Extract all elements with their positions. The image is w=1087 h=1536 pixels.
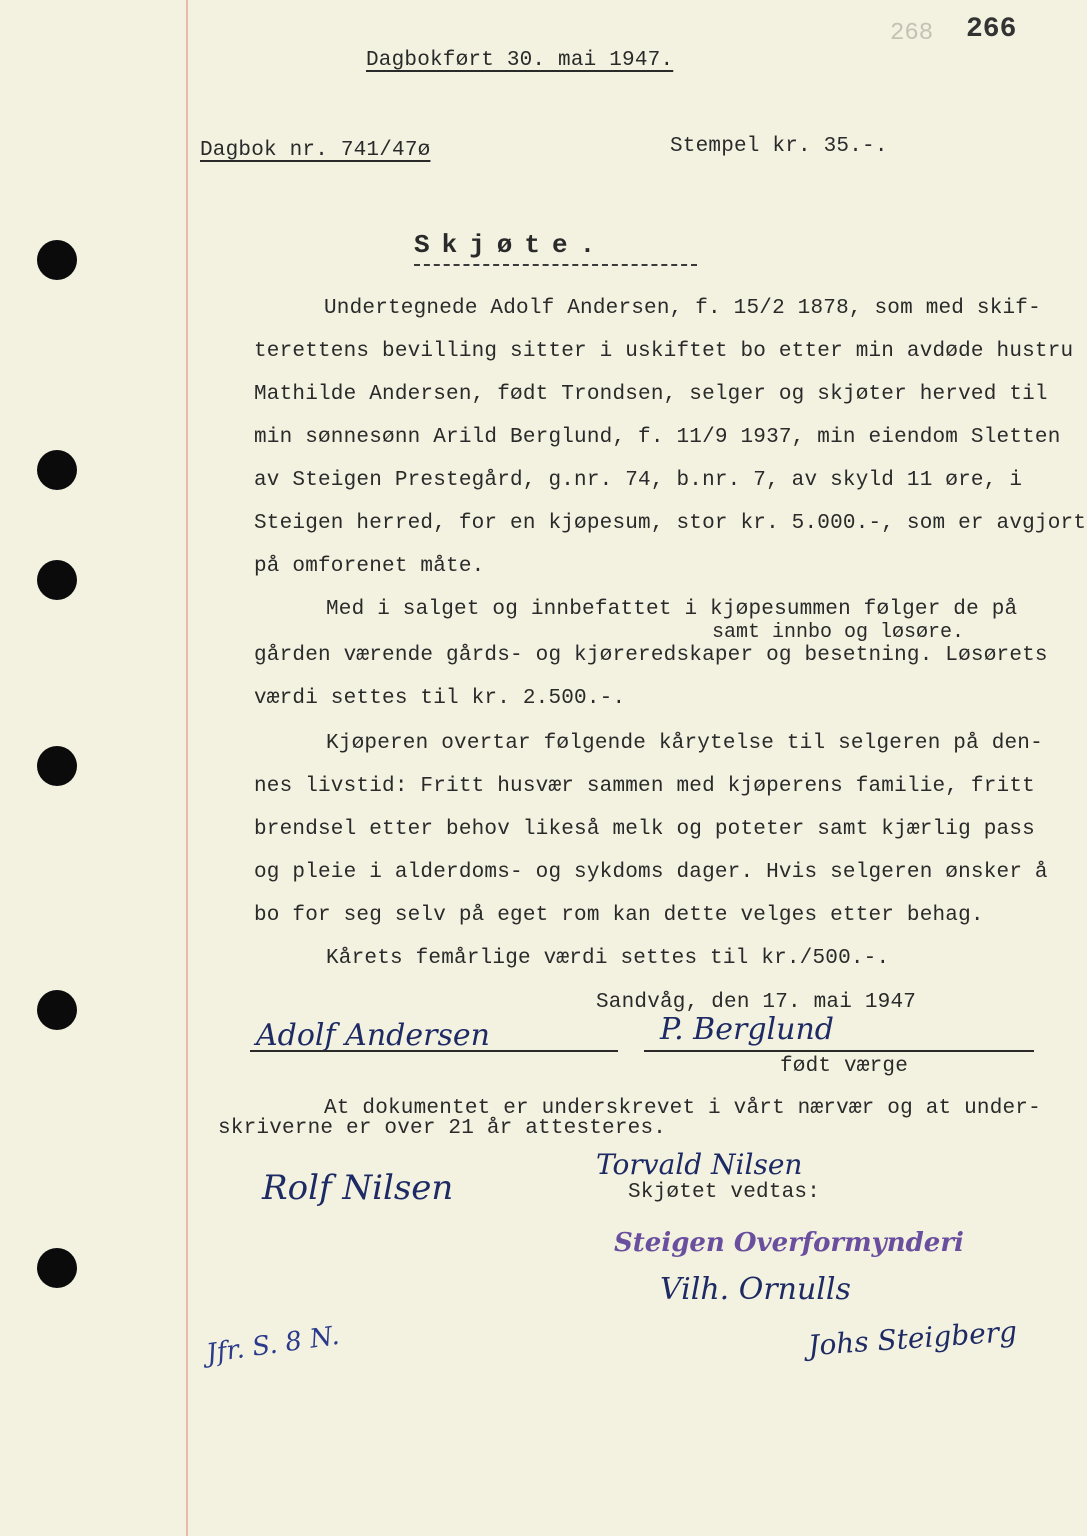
dagbokfort-line: Dagbokført 30. mai 1947. (366, 49, 674, 72)
punch-hole (37, 1248, 77, 1288)
body-line: gården værende gårds- og kjøreredskaper og besetning. Løsørets (254, 644, 1048, 667)
margin-rule (186, 0, 188, 1536)
guardian-role: født værge (780, 1055, 909, 1078)
document-title: Skjøte. (414, 230, 608, 260)
title-underline (414, 264, 697, 266)
seller-signature-line (250, 1050, 618, 1052)
seller-signature: Adolf Andersen (256, 1018, 490, 1053)
approval-text: Skjøtet vedtas: (628, 1181, 821, 1204)
body-line: Med i salget og innbefattet i kjøpesummen følger de på (326, 598, 1018, 621)
witness-signature: Torvald Nilsen (596, 1148, 803, 1181)
body-line: av Steigen Prestegård, g.nr. 74, b.nr. 7, av skyld 11 øre, i (254, 469, 1023, 492)
body-line: brendsel etter behov likeså melk og poteter samt kjærlig pass (254, 818, 1035, 841)
official-signature: Vilh. Ornulls (660, 1272, 851, 1307)
punch-hole (37, 240, 77, 280)
place-date: Sandvåg, den 17. mai 1947 (596, 991, 917, 1014)
punch-hole (37, 560, 77, 600)
attestation-line: skriverne er over 21 år attesteres. (218, 1117, 667, 1140)
body-line: nes livstid: Fritt husvær sammen med kjøperens familie, fritt (254, 775, 1035, 798)
body-line: Steigen herred, for en kjøpesum, stor kr. 5.000.-, som er avgjort (254, 512, 1087, 535)
body-line: Kjøperen overtar følgende kårytelse til selgeren på den- (326, 732, 1043, 755)
office-stamp: Steigen Overformynderi (614, 1228, 964, 1258)
body-line: bo for seg selv på eget rom kan dette velges etter behag. (254, 904, 984, 927)
body-line: Mathilde Andersen, født Trondsen, selger og skjøter herved til (254, 383, 1048, 406)
punch-hole (37, 990, 77, 1030)
body-line: terettens bevilling sitter i uskiftet bo etter min avdøde hustru (254, 340, 1074, 363)
official-signature: Johs Steigberg (807, 1314, 1018, 1363)
body-line: Undertegnede Adolf Andersen, f. 15/2 1878, som med skif- (324, 297, 1041, 320)
stamp-duty: Stempel kr. 35.-. (670, 135, 888, 158)
body-line: Kårets femårlige værdi settes til kr./500.-. (326, 947, 890, 970)
guardian-signature: P. Berglund (660, 1012, 834, 1047)
margin-note: Jfr. S. 8 N. (204, 1320, 342, 1370)
faint-number-stamp: 268 (890, 20, 934, 47)
interlinear-insert: samt innbo og løsøre. (712, 621, 965, 644)
body-line: værdi settes til kr. 2.500.-. (254, 687, 626, 710)
dagbok-number: Dagbok nr. 741/47ø (200, 139, 431, 162)
punch-hole (37, 450, 77, 490)
body-line: min sønnesønn Arild Berglund, f. 11/9 1937, min eiendom Sletten (254, 426, 1061, 449)
guardian-signature-line (644, 1050, 1034, 1052)
page-number: 266 (966, 14, 1017, 45)
punch-hole (37, 746, 77, 786)
body-line: på omforenet måte. (254, 555, 485, 578)
witness-signature: Rolf Nilsen (262, 1168, 454, 1208)
attestation-line: At dokumentet er underskrevet i vårt nærvær og at under- (324, 1097, 1041, 1120)
body-line: og pleie i alderdoms- og sykdoms dager. Hvis selgeren ønsker å (254, 861, 1048, 884)
